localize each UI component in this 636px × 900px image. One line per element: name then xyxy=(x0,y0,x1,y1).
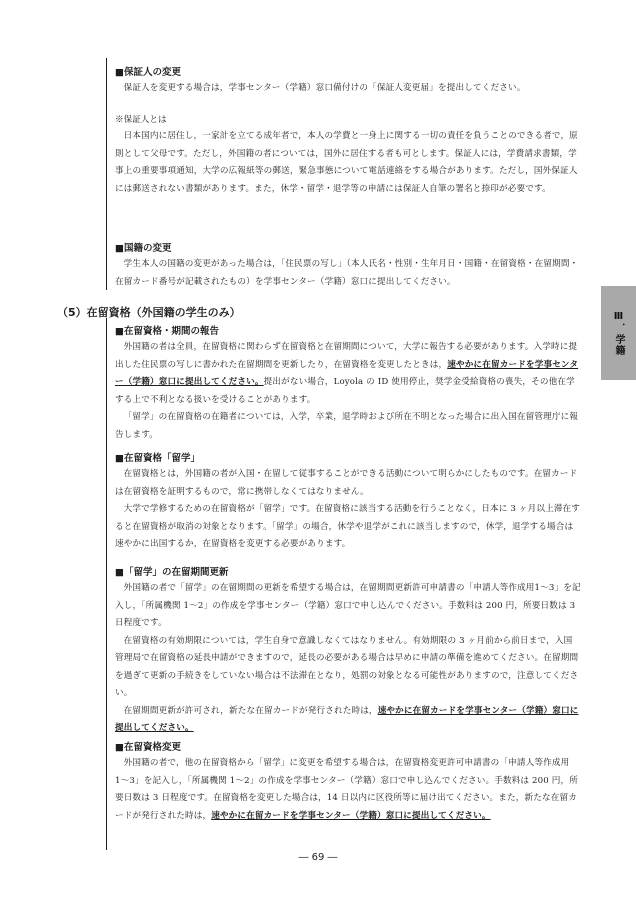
ryugaku-section xyxy=(115,452,581,554)
guarantor-note-heading: ※保証人とは xyxy=(115,115,167,125)
renewal-paragraph-1: 外国籍の者で「留学」の在留期間の更新を希望する場合は，在留期間更新許可申請書の「申請人等作成用1〜3」を記入し，「所属機関 1〜2」の作成を学事センター（学籍）窓口で申し込んでください。手数料は 200 円，所要日数は 3 日程度です。 xyxy=(115,583,581,628)
guarantor-change-heading: ■保証人の変更 xyxy=(115,67,181,78)
nationality-change-section xyxy=(115,242,581,291)
status-change-heading: ■在留資格変更 xyxy=(115,742,181,753)
ryugaku-heading: ■在留資格「留学」 xyxy=(115,453,200,464)
status-change-section xyxy=(115,741,581,825)
renewal-heading: ■「留学」の在留期間更新 xyxy=(115,567,229,578)
residence-report-section xyxy=(115,325,581,444)
guarantor-note-section xyxy=(115,112,581,198)
status-change-emphasis: 速やかに在留カードを学事センター（学籍）窓口に提出してください。 xyxy=(211,810,491,821)
nationality-change-body: 学生本人の国籍の変更があった場合は，「住民票の写し」（本人氏名・性別・生年月日・国籍・在留資格・在留期間・在留カード番号が記載されたもの）を学事センター（学籍）窓口に提出してください。 xyxy=(115,259,579,287)
section-title: （5）在留資格（外国籍の学生のみ） xyxy=(57,306,241,319)
chapter-side-tab: Ⅲ．学籍 xyxy=(601,286,636,380)
renewal-emphasis: 速やかに在留カードを学事センター（学籍）窓口に提出してください。 xyxy=(115,705,579,733)
nationality-change-heading: ■国籍の変更 xyxy=(115,243,172,254)
residence-report-heading: ■在留資格・期間の報告 xyxy=(115,326,219,337)
guarantor-change-section xyxy=(115,66,581,98)
residence-report-paragraph-1 xyxy=(115,339,581,409)
ryugaku-paragraph-1: 在留資格とは，外国籍の者が入国・在留して従事することができる活動について明らかにしたものです。在留カードは在留資格を証明するもので，常に携帯しなくてはなりません。 xyxy=(115,469,578,497)
status-change-p1-before: 外国籍の者で，他の在留資格から「留学」に変更を希望する場合は，在留資格変更許可申請書の「申請人等作成用 1〜3」を記入し，「所属機関 1〜2」の作成を学事センター（学籍）窓口で申し込んでください。手数料は 200 円，所要日数は 3 日程度です。在留資格を変更した場合は，14 日以内に区役所等に届け出てください。また，新たな在留カードが発行された時は， xyxy=(115,758,579,821)
renewal-section xyxy=(115,566,581,738)
left-rule-top xyxy=(106,58,107,290)
left-rule-main xyxy=(106,318,107,850)
residence-report-p1-after: 提出がない場合，Loyola の ID 使用停止，奨学金受給資格の喪失，その他在学する上で不利となる扱いを受けることがあります。 xyxy=(115,377,575,405)
renewal-p3-before: 在留期間更新が許可され，新たな在留カードが発行された時は， xyxy=(123,705,378,716)
guarantor-change-body: 保証人を変更する場合は，学事センター（学籍）窓口備付けの「保証人変更届」を提出してください。 xyxy=(123,83,526,93)
residence-report-emphasis: 速やかに在留カードを学事センター（学籍）窓口に提出してください。 xyxy=(115,359,579,387)
residence-report-paragraph-2: 「留学」の在留資格の在籍者については，入学，卒業，退学時および所在不明となった場合に出入国在留管理庁に報告します。 xyxy=(115,412,579,440)
page-number: ― 69 ― xyxy=(298,852,338,863)
status-change-paragraph xyxy=(115,755,581,825)
residence-report-p1-before: 外国籍の者は全員，在留資格に関わらず在留資格と在留期間について，大学に報告する必要があります。入学時に提出した住民票の写しに書かれた在留期間を更新したり，在留資格を変更したときは， xyxy=(115,342,578,370)
renewal-paragraph-2: 在留資格の有効期限については，学生自身で意識しなくてはなりません。有効期限の 3 ヶ月前から前日まで，入国管理局で在留資格の延長申請ができますので，延長の必要がある場合は早めに申請の準備を進めてください。在留期間を過ぎて更新の手続きをしていない場合は不法滞在となり，処罰の対象となる可能性がありますので，注意してください。 xyxy=(115,635,579,698)
renewal-paragraph-3 xyxy=(115,703,581,738)
guarantor-note-body: 日本国内に居住し，一家計を立てる成年者で，本人の学費と一身上に関する一切の責任を負うことのできる者で，原則として父母です。ただし，外国籍の者については，国外に居住する者も可とします。保証人には，学費請求書類，学事上の重要事項通知，大学の広報紙等の郵送，緊急事態について電話連絡をする場合があります。ただし，国外保証人には郵送されない書類があります。また，休学・留学・退学等の申請には保証人自筆の署名と捺印が必要です。 xyxy=(115,131,578,194)
ryugaku-paragraph-2: 大学で学修するための在留資格が「留学」です。在留資格に該当する活動を行うことなく，日本に 3 ヶ月以上滞在すると在留資格が取消の対象となります。「留学」の場合，休学や退学がこれに該当しますので，休学，退学する場合は速やかに出国するか，在留資格を変更する必要があります。 xyxy=(115,504,581,549)
